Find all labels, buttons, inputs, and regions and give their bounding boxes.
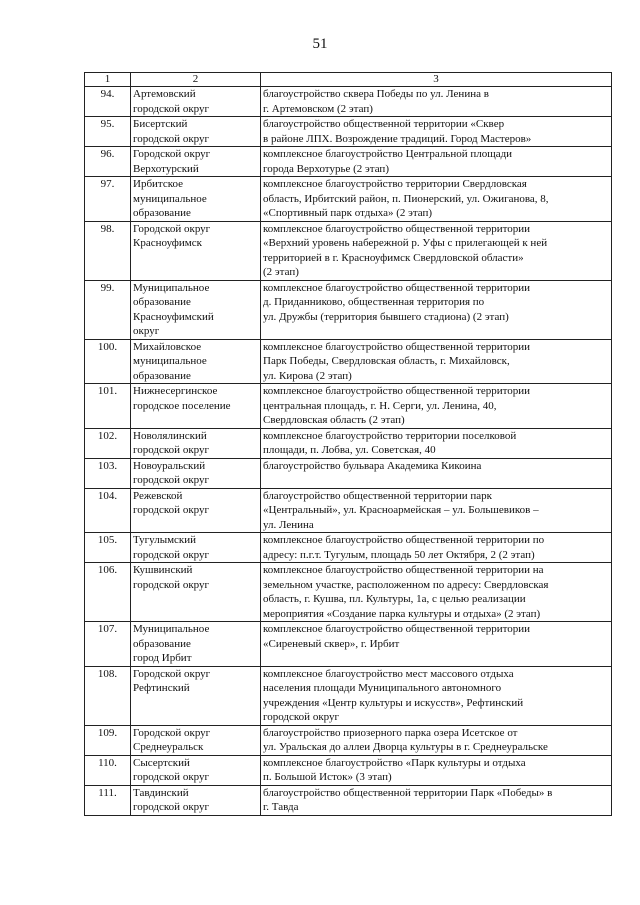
column-header-2: 2 <box>131 73 261 87</box>
project-description-line: комплексное благоустройство общественной территории по <box>263 534 545 546</box>
project-description-line: комплексное благоустройство территории Свердловская <box>263 178 527 190</box>
project-description-line: комплексное благоустройство Центральной площади <box>263 148 513 160</box>
municipality-name-line: образование <box>133 369 191 382</box>
project-description-line: благоустройство общественной территории парк <box>263 489 492 502</box>
project-description-line: земельном участке, расположенном по адресу: Свердловская <box>263 578 549 591</box>
project-description-line: «Центральный», ул. Красноармейская – ул. Большевиков – <box>263 504 539 516</box>
project-description-line: учреждения «Центр культуры и искусств», Рефтинский <box>263 696 524 709</box>
project-description-line: в районе ЛПХ. Возрождение традиций. Город Мастеров» <box>263 132 532 145</box>
project-description-line: «Сиреневый сквер», г. Ирбит <box>263 637 400 650</box>
table-row <box>85 280 612 339</box>
project-description <box>261 563 612 622</box>
municipality-name-line: Артемовский <box>133 88 196 100</box>
row-number: 94. <box>85 87 131 117</box>
projects-table <box>84 72 612 816</box>
municipality-name-line: округ <box>133 325 160 337</box>
municipality-name-line: Городской округ <box>133 148 211 160</box>
table-row <box>85 177 612 222</box>
table-row <box>85 147 612 177</box>
row-number: 110. <box>85 755 131 785</box>
municipality-name-line: городской округ <box>133 504 210 516</box>
project-description <box>261 622 612 667</box>
municipality-name-line: Рефтинский <box>133 682 190 694</box>
row-number: 107. <box>85 622 131 667</box>
municipality-name-line: Режевской <box>133 489 183 502</box>
project-description-line: область, г. Кушва, пл. Культуры, 1а, с целью реализации <box>263 593 526 605</box>
table-row <box>85 221 612 280</box>
project-description-line: благоустройство общественной территории Парк «Победы» в <box>263 786 553 799</box>
project-description-line: комплексное благоустройство общественной территории <box>263 385 531 397</box>
project-description <box>261 280 612 339</box>
table-row <box>85 785 612 815</box>
project-description <box>261 87 612 117</box>
municipality-name-line: Ирбитское <box>133 178 184 190</box>
project-description-line: мероприятия «Создание парка культуры и отдыха» (2 этап) <box>263 607 541 620</box>
municipality-name-line: муниципальное <box>133 355 207 367</box>
municipality-name-line: город Ирбит <box>133 652 192 664</box>
municipality-name-line: городской округ <box>133 444 210 456</box>
table-row <box>85 755 612 785</box>
project-description <box>261 666 612 725</box>
project-description <box>261 177 612 222</box>
project-description-line: (2 этап) <box>263 266 299 278</box>
municipality-name-line: образование <box>133 207 191 219</box>
project-description-line: Свердловская область (2 этап) <box>263 414 405 426</box>
municipality-name <box>131 785 261 815</box>
table-row <box>85 117 612 147</box>
municipality-name-line: Тавдинский <box>133 786 189 799</box>
project-description-line: «Спортивный парк отдыха» (2 этап) <box>263 207 433 219</box>
project-description-line: благоустройство общественной территории «Сквер <box>263 118 505 130</box>
column-header-3: 3 <box>261 73 612 87</box>
project-description-line: область, Ирбитский район, п. Пионерский, ул. Ожиганова, 8, <box>263 192 549 205</box>
project-description-line: города Верхотурье (2 этап) <box>263 162 389 175</box>
municipality-name-line: Красноуфимский <box>133 310 214 323</box>
project-description-line: благоустройство бульвара Академика Кикоина <box>263 459 482 472</box>
municipality-name <box>131 458 261 488</box>
row-number: 100. <box>85 339 131 384</box>
project-description-line: ул. Кирова (2 этап) <box>263 369 352 382</box>
municipality-name-line: Красноуфимск <box>133 237 202 249</box>
row-number: 102. <box>85 428 131 458</box>
municipality-name <box>131 87 261 117</box>
table-row <box>85 339 612 384</box>
table-row <box>85 458 612 488</box>
project-description <box>261 428 612 458</box>
municipality-name-line: Верхотурский <box>133 162 199 175</box>
column-header-1: 1 <box>85 73 131 87</box>
municipality-name-line: городской округ <box>133 102 210 115</box>
project-description <box>261 147 612 177</box>
project-description <box>261 755 612 785</box>
municipality-name-line: Муниципальное <box>133 623 210 635</box>
row-number: 101. <box>85 384 131 429</box>
project-description-line: п. Большой Исток» (3 этап) <box>263 771 392 783</box>
municipality-name-line: Городской округ <box>133 222 211 235</box>
row-number: 97. <box>85 177 131 222</box>
municipality-name-line: Тугулымский <box>133 534 197 546</box>
row-number: 95. <box>85 117 131 147</box>
municipality-name-line: городское поселение <box>133 399 231 412</box>
municipality-name-line: Муниципальное <box>133 281 210 294</box>
project-description <box>261 221 612 280</box>
municipality-name-line: Новоуральский <box>133 459 206 472</box>
row-number: 99. <box>85 280 131 339</box>
municipality-name-line: Новолялинский <box>133 429 207 442</box>
municipality-name-line: Городской округ <box>133 726 211 739</box>
municipality-name-line: Городской округ <box>133 667 211 680</box>
project-description-line: комплексное благоустройство территории поселковой <box>263 429 517 442</box>
project-description-line: благоустройство приозерного парка озера Исетское от <box>263 726 518 739</box>
table-row <box>85 488 612 533</box>
project-description <box>261 384 612 429</box>
municipality-name <box>131 488 261 533</box>
project-description-line: благоустройство сквера Победы по ул. Ленина в <box>263 88 489 100</box>
municipality-name-line: городской округ <box>133 132 210 145</box>
municipality-name-line: Бисертский <box>133 118 188 130</box>
project-description-line: территорией в г. Красноуфимск Свердловской области» <box>263 251 524 264</box>
project-description-line: населения площади Муниципального автономного <box>263 682 502 694</box>
project-description-line: ул. Уральская до аллеи Дворца культуры в г. Среднеуральске <box>263 741 548 753</box>
project-description-line: комплексное благоустройство «Парк культуры и отдыха <box>263 756 526 769</box>
project-description <box>261 785 612 815</box>
municipality-name <box>131 280 261 339</box>
project-description-line: комплексное благоустройство общественной территории <box>263 222 531 235</box>
page-number: 51 <box>312 36 328 52</box>
municipality-name-line: Среднеуральск <box>133 741 204 753</box>
table-row <box>85 428 612 458</box>
project-description-line: комплексное благоустройство общественной территории <box>263 623 531 635</box>
municipality-name <box>131 563 261 622</box>
municipality-name <box>131 725 261 755</box>
project-description <box>261 117 612 147</box>
municipality-name <box>131 221 261 280</box>
municipality-name <box>131 147 261 177</box>
project-description-line: комплексное благоустройство общественной территории <box>263 340 531 353</box>
municipality-name <box>131 339 261 384</box>
project-description-line: городской округ <box>263 711 340 723</box>
project-description-line: площади, п. Лобва, ул. Советская, 40 <box>263 444 436 456</box>
project-description-line: ул. Дружбы (территория бывшего стадиона) (2 этап) <box>263 310 509 323</box>
municipality-name-line: муниципальное <box>133 192 207 205</box>
municipality-name-line: Михайловское <box>133 340 202 353</box>
municipality-name-line: городской округ <box>133 801 210 813</box>
row-number: 105. <box>85 533 131 563</box>
municipality-name-line: Нижнесергинское <box>133 385 218 397</box>
table-row <box>85 725 612 755</box>
row-number: 104. <box>85 488 131 533</box>
municipality-name-line: Сысертский <box>133 756 190 769</box>
municipality-name-line: городской округ <box>133 474 210 486</box>
municipality-name <box>131 117 261 147</box>
project-description-line: центральная площадь, г. Н. Серги, ул. Ленина, 40, <box>263 399 497 412</box>
municipality-name-line: городской округ <box>133 578 210 591</box>
table-row <box>85 87 612 117</box>
project-description <box>261 488 612 533</box>
row-number: 96. <box>85 147 131 177</box>
municipality-name-line: городской округ <box>133 548 210 561</box>
row-number: 103. <box>85 458 131 488</box>
municipality-name <box>131 384 261 429</box>
project-description <box>261 725 612 755</box>
project-description-line: ул. Ленина <box>263 518 314 531</box>
project-description <box>261 339 612 384</box>
project-description-line: «Верхний уровень набережной р. Уфы с прилегающей к ней <box>263 237 548 249</box>
municipality-name-line: образование <box>133 296 191 308</box>
project-description-line: Парк Победы, Свердловская область, г. Михайловск, <box>263 355 510 367</box>
municipality-name-line: образование <box>133 637 191 650</box>
project-description-line: г. Тавда <box>263 801 299 813</box>
municipality-name <box>131 755 261 785</box>
project-description-line: д. Приданниково, общественная территория по <box>263 296 485 308</box>
municipality-name <box>131 428 261 458</box>
project-description-line: комплексное благоустройство мест массового отдыха <box>263 667 514 680</box>
project-description-line: комплексное благоустройство общественной территории <box>263 281 531 294</box>
row-number: 98. <box>85 221 131 280</box>
municipality-name <box>131 177 261 222</box>
project-description-line: комплексное благоустройство общественной территории на <box>263 564 544 576</box>
row-number: 108. <box>85 666 131 725</box>
table-body <box>85 87 612 816</box>
table-header-row <box>85 73 612 87</box>
table-row <box>85 622 612 667</box>
project-description <box>261 458 612 488</box>
table-row <box>85 666 612 725</box>
municipality-name <box>131 666 261 725</box>
row-number: 111. <box>85 785 131 815</box>
table-row <box>85 533 612 563</box>
municipality-name <box>131 533 261 563</box>
municipality-name-line: городской округ <box>133 771 210 783</box>
project-description-line: адресу: п.г.т. Тугулым, площадь 50 лет Октября, 2 (2 этап) <box>263 548 535 561</box>
row-number: 106. <box>85 563 131 622</box>
municipality-name <box>131 622 261 667</box>
table-row <box>85 563 612 622</box>
table-row <box>85 384 612 429</box>
municipality-name-line: Кушвинский <box>133 564 193 576</box>
row-number: 109. <box>85 725 131 755</box>
project-description <box>261 533 612 563</box>
project-description-line: г. Артемовском (2 этап) <box>263 102 373 115</box>
